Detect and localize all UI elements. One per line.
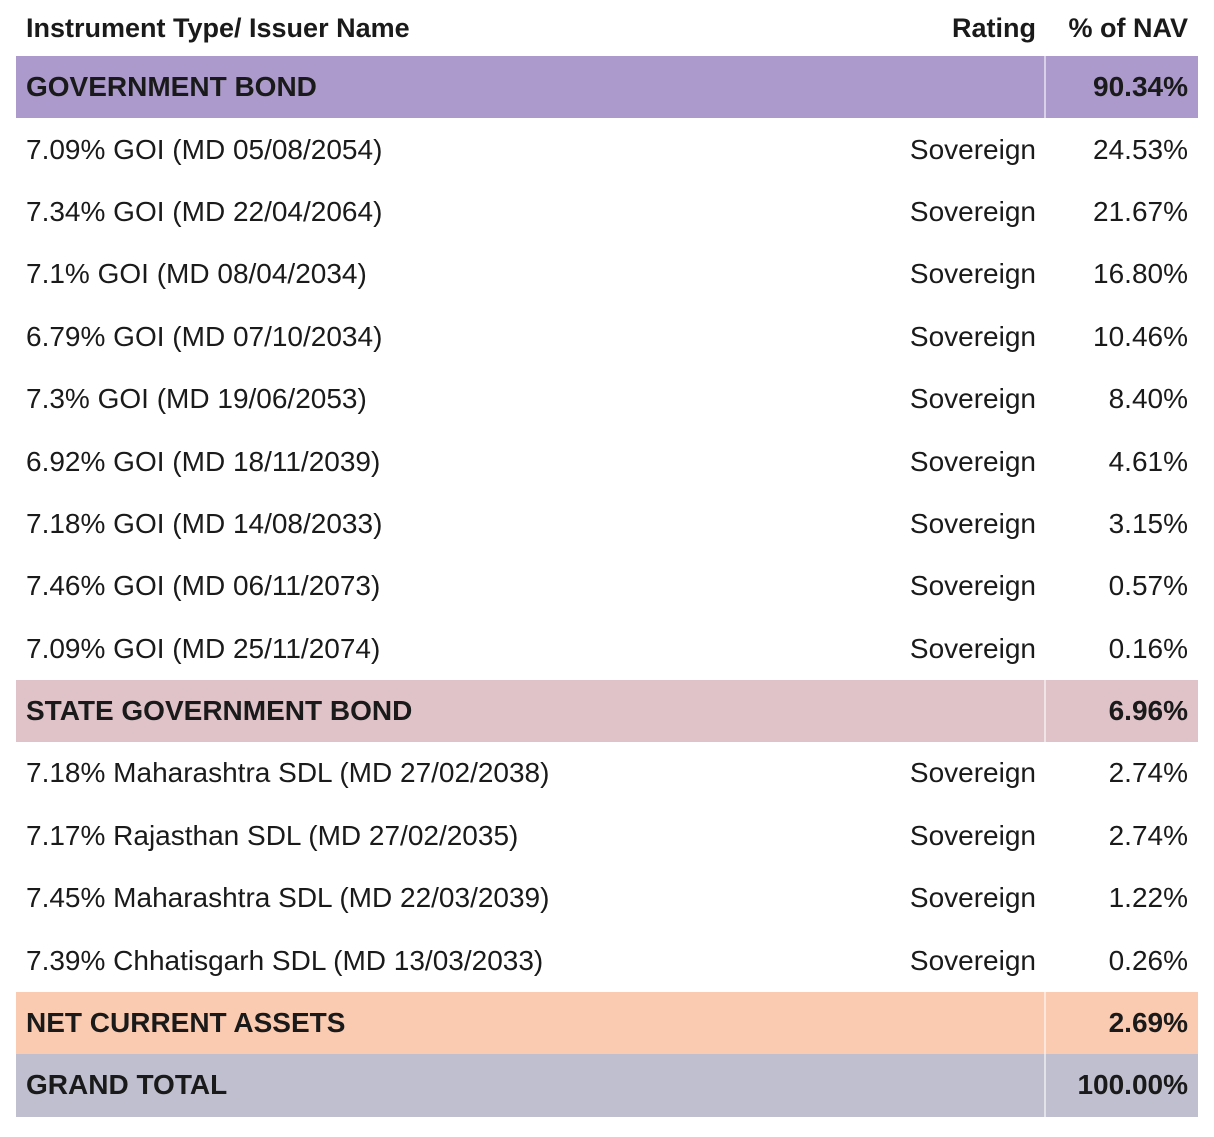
rating: Sovereign xyxy=(909,507,1036,539)
nav-percent: 0.57% xyxy=(1108,570,1188,602)
table-row xyxy=(16,243,1198,305)
nav-percent: 24.53% xyxy=(1093,133,1188,165)
section-nav: 100.00% xyxy=(1044,1054,1198,1116)
nav-percent: 0.16% xyxy=(1108,632,1188,664)
issuer-name: 6.79% GOI (MD 07/10/2034) xyxy=(26,320,383,352)
nav-percent: 4.61% xyxy=(1108,445,1188,477)
section-name: STATE GOVERNMENT BOND xyxy=(26,695,413,727)
net-current-assets-row xyxy=(16,992,1198,1054)
rating: Sovereign xyxy=(909,570,1036,602)
table-row xyxy=(16,306,1198,368)
holdings-table xyxy=(16,0,1198,1117)
issuer-name: 6.92% GOI (MD 18/11/2039) xyxy=(26,445,381,477)
table-row xyxy=(16,430,1198,492)
nav-percent: 3.15% xyxy=(1108,507,1188,539)
nav-percent: 21.67% xyxy=(1093,195,1188,227)
issuer-name: 7.46% GOI (MD 06/11/2073) xyxy=(26,570,381,602)
nav-percent: 0.26% xyxy=(1108,944,1188,976)
rating: Sovereign xyxy=(909,632,1036,664)
table-row xyxy=(16,368,1198,430)
section-name: NET CURRENT ASSETS xyxy=(26,1007,346,1039)
section-nav: 90.34% xyxy=(1044,56,1198,118)
nav-percent: 1.22% xyxy=(1108,882,1188,914)
issuer-name: 7.34% GOI (MD 22/04/2064) xyxy=(26,195,383,227)
nav-percent: 8.40% xyxy=(1108,383,1188,415)
header-rating: Rating xyxy=(952,12,1036,43)
nav-percent: 2.74% xyxy=(1108,757,1188,789)
rating: Sovereign xyxy=(909,819,1036,851)
header-name: Instrument Type/ Issuer Name xyxy=(26,12,410,43)
section-nav: 6.96% xyxy=(1044,680,1198,742)
grand-total-row xyxy=(16,1054,1198,1116)
nav-percent: 16.80% xyxy=(1093,258,1188,290)
table-row xyxy=(16,929,1198,991)
rating: Sovereign xyxy=(909,320,1036,352)
table-row xyxy=(16,867,1198,929)
issuer-name: 7.45% Maharashtra SDL (MD 22/03/2039) xyxy=(26,882,550,914)
header-nav: % of NAV xyxy=(1068,12,1188,43)
table-row xyxy=(16,742,1198,804)
issuer-name: 7.3% GOI (MD 19/06/2053) xyxy=(26,383,367,415)
issuer-name: 7.1% GOI (MD 08/04/2034) xyxy=(26,258,367,290)
table-header xyxy=(16,0,1198,56)
rating: Sovereign xyxy=(909,445,1036,477)
rating: Sovereign xyxy=(909,195,1036,227)
issuer-name: 7.09% GOI (MD 05/08/2054) xyxy=(26,133,383,165)
nav-percent: 10.46% xyxy=(1093,320,1188,352)
table-row xyxy=(16,181,1198,243)
rating: Sovereign xyxy=(909,133,1036,165)
rating: Sovereign xyxy=(909,944,1036,976)
section-name: GRAND TOTAL xyxy=(26,1069,228,1101)
section-nav: 2.69% xyxy=(1044,992,1198,1054)
issuer-name: 7.09% GOI (MD 25/11/2074) xyxy=(26,632,381,664)
table-row xyxy=(16,118,1198,180)
issuer-name: 7.18% Maharashtra SDL (MD 27/02/2038) xyxy=(26,757,550,789)
issuer-name: 7.17% Rajasthan SDL (MD 27/02/2035) xyxy=(26,819,519,851)
rating: Sovereign xyxy=(909,383,1036,415)
table-row xyxy=(16,555,1198,617)
nav-percent: 2.74% xyxy=(1108,819,1188,851)
table-row xyxy=(16,618,1198,680)
section-row-government-bond xyxy=(16,56,1198,118)
issuer-name: 7.39% Chhatisgarh SDL (MD 13/03/2033) xyxy=(26,944,544,976)
issuer-name: 7.18% GOI (MD 14/08/2033) xyxy=(26,507,383,539)
table-row xyxy=(16,493,1198,555)
section-row-state-government-bond xyxy=(16,680,1198,742)
section-name: GOVERNMENT BOND xyxy=(26,71,317,103)
table-row xyxy=(16,805,1198,867)
rating: Sovereign xyxy=(909,757,1036,789)
rating: Sovereign xyxy=(909,258,1036,290)
rating: Sovereign xyxy=(909,882,1036,914)
